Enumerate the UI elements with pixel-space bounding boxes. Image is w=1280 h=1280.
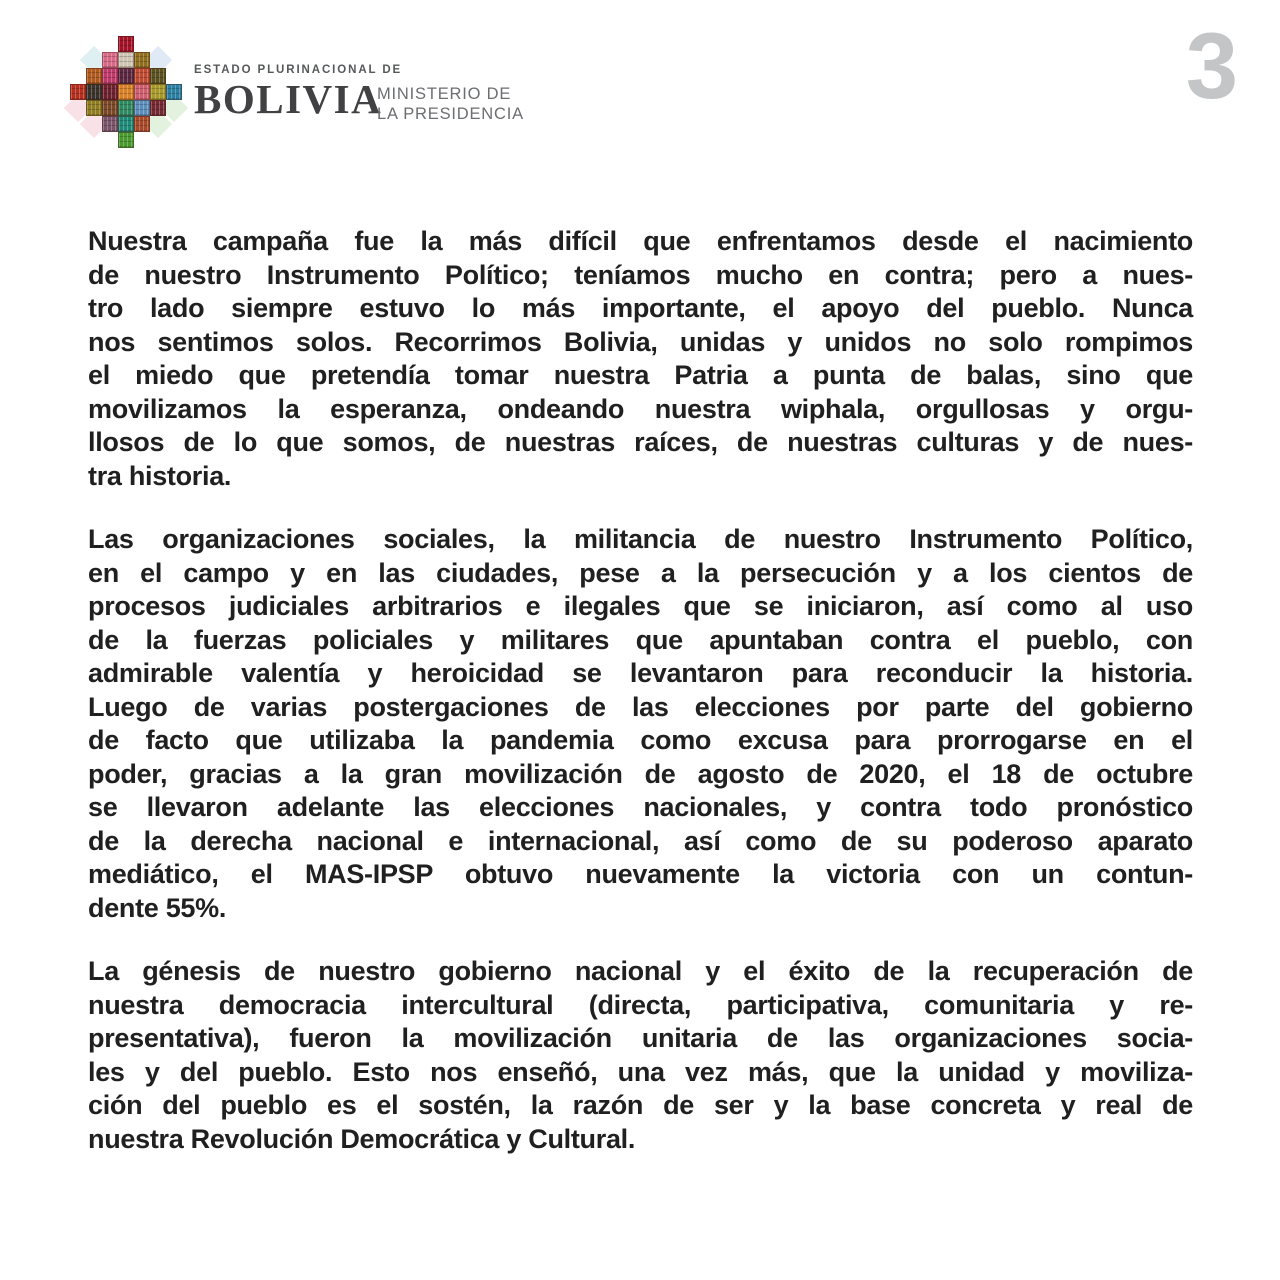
text-line: La génesis de nuestro gobierno nacional y el éxito de la recuperación de [88,956,1193,986]
logo-mosaic-gap [166,52,182,68]
text-line: llosos de lo que somos, de nuestras raíces, de nuestras culturas y de nues- [88,427,1193,457]
logo-mosaic-tile [150,100,166,116]
paragraph [88,955,1193,1156]
logo-mosaic-gap [166,116,182,132]
text-line: presentativa), fueron la movilización unitaria de las organizaciones socia- [88,1023,1193,1053]
logo-mosaic-gap [150,52,166,68]
logo-mosaic-gap [70,68,86,84]
text-line: Las organizaciones sociales, la militancia de nuestro Instrumento Político, [88,524,1193,554]
text-line: de la fuerzas policiales y militares que apuntaban contra el pueblo, con [88,624,1193,655]
logo-mosaic-tile [102,52,118,68]
document-body [88,225,1193,1186]
logo-mosaic-gap [70,52,86,68]
text-line: se llevaron adelante las elecciones nacionales, y contra todo pronóstico [88,792,1193,822]
text-line: el miedo que pretendía tomar nuestra Patria a punta de balas, sino que [88,360,1193,390]
text-line: tro lado siempre estuvo lo más importante, el apoyo del pueblo. Nunca [88,293,1193,323]
logo-mosaic-tile [150,68,166,84]
estado-plurinacional-label: ESTADO PLURINACIONAL DE [194,64,403,76]
logo-mosaic-tile [166,84,182,100]
logo-mosaic-tile [118,100,134,116]
logo-mosaic-gap [166,132,182,148]
logo-mosaic-tile [118,132,134,148]
logo-mosaic-tile [118,116,134,132]
logo-mosaic-tile [86,100,102,116]
logo-mosaic-tile [134,84,150,100]
logo-mosaic-tile [86,68,102,84]
logo-mosaic-tile [118,84,134,100]
logo-mosaic-gap [70,100,86,116]
text-line: ción del pueblo es el sostén, la razón de ser y la base concreta y real de [88,1090,1193,1120]
ministry-block [377,84,524,124]
logo-mosaic-tile [134,116,150,132]
text-line: Luego de varias postergaciones de las elecciones por parte del gobierno [88,691,1193,722]
logo-mosaic-tile [70,84,86,100]
logo-mosaic-tile [102,116,118,132]
logo-mosaic-tile [102,84,118,100]
logo-mosaic-gap [166,100,182,116]
logo-mosaic-gap [150,132,166,148]
ministry-line1: MINISTERIO DE [377,85,512,103]
text-line: admirable valentía y heroicidad se levantaron para reconducir la historia. [88,658,1193,688]
logo-mosaic-tile [150,84,166,100]
logo-mosaic-gap [166,36,182,52]
text-line: nos sentimos solos. Recorrimos Bolivia, unidas y unidos no solo rompimos [88,326,1193,357]
logo-mosaic-gap [102,36,118,52]
logo-mosaic-gap [86,52,102,68]
logo-mosaic-gap [70,116,86,132]
logo-mosaic-gap [86,132,102,148]
text-line: Nuestra campaña fue la más difícil que enfrentamos desde el nacimiento [88,226,1193,256]
text-line: mediático, el MAS-IPSP obtuvo nuevamente la victoria con un contun- [88,859,1193,889]
text-line: tra historia. [88,460,232,491]
logo-mosaic-tile [134,100,150,116]
text-line: poder, gracias a la gran movilización de agosto de 2020, el 18 de octubre [88,758,1193,789]
logo-mosaic-gap [86,36,102,52]
text-line: de nuestro Instrumento Político; teníamos mucho en contra; pero a nues- [88,259,1193,290]
logo-mosaic-gap [166,68,182,84]
logo-mosaic-gap [70,36,86,52]
logo-mosaic-gap [150,116,166,132]
bolivia-emblem-logo [70,36,182,148]
text-line: en el campo y en las ciudades, pese a la persecución y a los cientos de [88,557,1193,588]
logo-mosaic-gap [134,36,150,52]
logo-mosaic-tile [134,68,150,84]
paragraph [88,523,1193,925]
text-line: nuestra Revolución Democrática y Cultural. [88,1123,636,1154]
page-number: 3 [1185,13,1238,118]
logo-mosaic-tile [134,52,150,68]
logo-mosaic-gap [150,36,166,52]
logo-mosaic-tile [102,100,118,116]
logo-mosaic-tile [118,52,134,68]
logo-mosaic-gap [86,116,102,132]
logo-mosaic-gap [70,132,86,148]
logo-mosaic-tile [102,68,118,84]
text-line: movilizamos la esperanza, ondeando nuestra wiphala, orgullosas y orgu- [88,393,1193,424]
paragraph [88,225,1193,493]
logo-mosaic-tile [118,68,134,84]
logo-mosaic-tile [118,36,134,52]
ministry-line2: LA PRESIDENCIA [377,105,524,123]
text-line: de la derecha nacional e internacional, así como de su poderoso aparato [88,825,1193,856]
text-line: dente 55%. [88,892,227,923]
text-line: procesos judiciales arbitrarios e ilegales que se iniciaron, así como al uso [88,591,1193,621]
text-line: de facto que utilizaba la pandemia como excusa para prorrogarse en el [88,725,1193,755]
country-wordmark: BOLIVIA [194,76,383,122]
brand-block [194,64,402,121]
logo-mosaic-gap [134,132,150,148]
logo-mosaic-gap [102,132,118,148]
text-line: les y del pueblo. Esto nos enseñó, una vez más, que la unidad y moviliza- [88,1056,1193,1087]
logo-mosaic-tile [86,84,102,100]
logo-mosaic [70,36,182,148]
text-line: nuestra democracia intercultural (directa, participativa, comunitaria y re- [88,989,1193,1020]
